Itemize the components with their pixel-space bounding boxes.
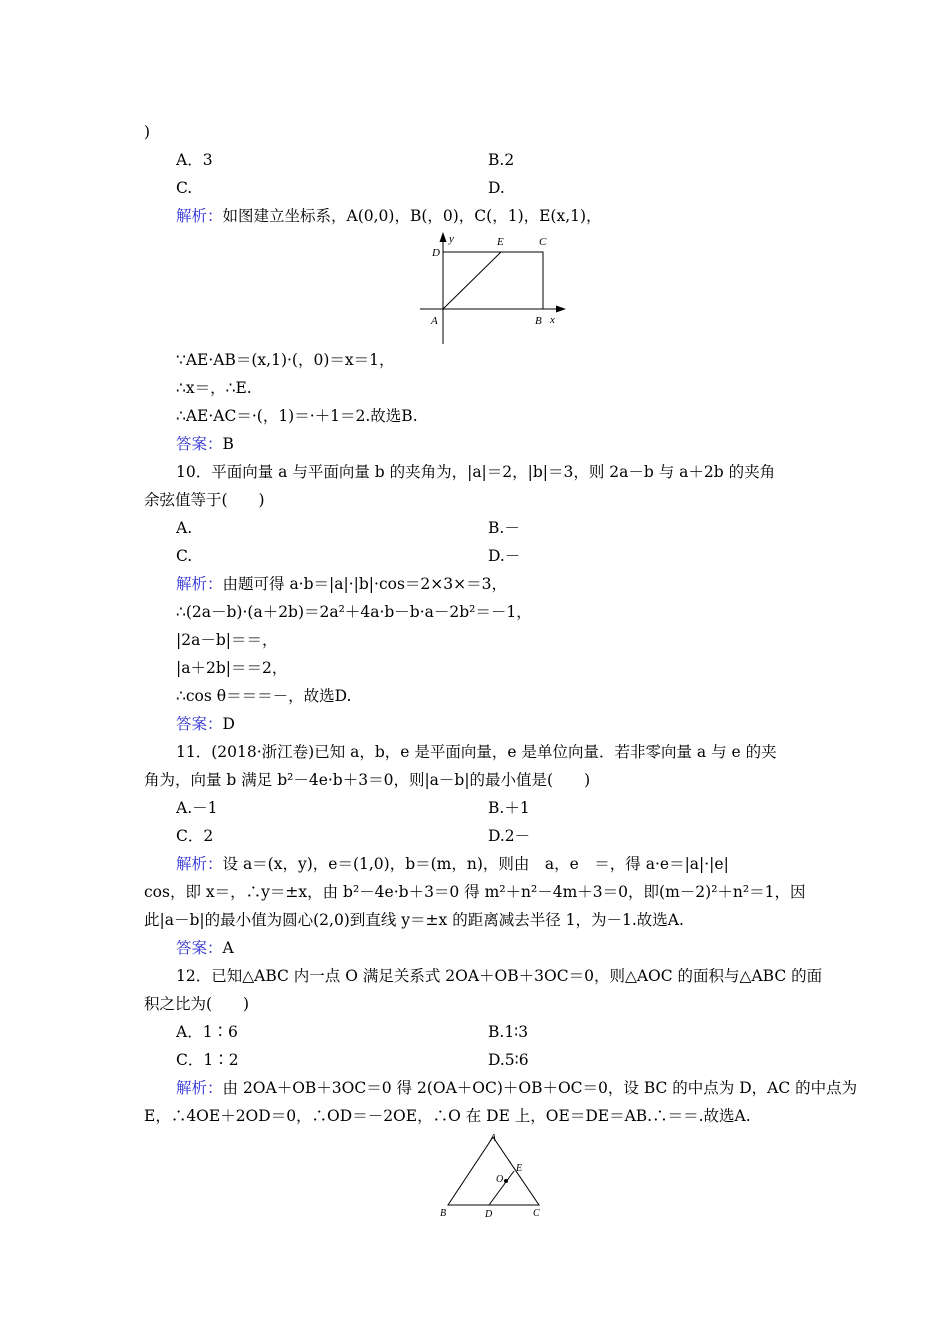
q9-option-c: C. (176, 179, 193, 197)
label-b: B (440, 1208, 447, 1219)
q11-answer (176, 938, 234, 958)
q10-step-2: |2a－b|＝＝， (176, 631, 278, 649)
label-c: C (539, 236, 547, 248)
q11-option-a: A.－1 (176, 799, 218, 817)
q11-stem-line1: 11．(2018·浙江卷)已知 a，b，e 是平面向量，e 是单位向量．若非零向量 a 与 e 的夹 (176, 743, 777, 761)
label-b: B (535, 315, 542, 327)
q10-step-1: ∴(2a－b)·(a＋2b)＝2a²＋4a·b－b·a－2b²＝－1， (176, 603, 532, 621)
label-a: A (490, 1133, 497, 1144)
q10-option-d: D.－ (488, 547, 521, 565)
q10-analysis-line1: 由题可得 a·b＝|a|·|b|·cos＝2×3×＝3， (222, 575, 507, 593)
q9-step-2: ∴x＝，∴E. (176, 379, 252, 397)
q10-option-c: C. (176, 547, 193, 565)
q11-option-c: C．2 (176, 827, 214, 845)
q10-option-a: A. (176, 519, 193, 537)
q9-analysis (176, 206, 602, 226)
label-d: D (485, 1209, 493, 1220)
y-axis-arrow (440, 232, 447, 242)
coordinate-figure (420, 228, 570, 346)
q12-option-a: A．1∶6 (176, 1023, 238, 1041)
label-e: E (516, 1163, 523, 1174)
q11-analysis (176, 854, 729, 874)
q12-option-d: D.5∶6 (488, 1051, 529, 1069)
analysis-tag: 解析： (176, 207, 223, 225)
q10-option-b: B.－ (488, 519, 520, 537)
q10-step-4: ∴cos θ＝＝＝－，故选D. (176, 687, 352, 705)
label-y: y (449, 233, 454, 245)
analysis-tag: 解析： (176, 855, 223, 873)
q9-option-a: A．3 (176, 151, 213, 169)
q10-step-3: |a＋2b|＝＝2， (176, 659, 288, 677)
q9-step-1: ∵AE·AB＝(x,1)·(，0)＝x＝1， (176, 351, 395, 369)
q11-analysis-line2: cos，即 x＝，∴y＝±x，由 b²－4e·b＋3＝0 得 m²＋n²－4m＋3＝0，即(m－2)²＋n²＝1，因 (144, 883, 806, 901)
q12-analysis-line1: 由 2OA＋OB＋3OC＝0 得 2(OA＋OC)＋OB＋OC＝0，设 BC 的中点为 D，AC 的中点为 (222, 1079, 858, 1097)
label-o: O (496, 1174, 504, 1185)
label-c: C (533, 1208, 540, 1219)
q10-answer-value: D (222, 715, 235, 733)
x-axis-arrow (556, 306, 566, 313)
q10-answer (176, 714, 235, 734)
q11-analysis-line1: 设 a＝(x，y)，e＝(1,0)，b＝(m，n)，则由 a，e ＝，得 a·e＝|a|·|e| (222, 855, 729, 873)
q9-answer-value: B (222, 435, 234, 453)
q9-option-b: B.2 (488, 151, 515, 169)
q10-analysis (176, 574, 507, 594)
q9-step-3: ∴AE·AC＝·(，1)＝·＋1＝2.故选B. (176, 407, 418, 425)
answer-tag: 答案： (176, 939, 223, 957)
segment-ae (443, 252, 501, 309)
analysis-tag: 解析： (176, 575, 223, 593)
answer-tag: 答案： (176, 715, 223, 733)
q9-stem-tail: ) (144, 123, 151, 141)
q11-option-d: D.2－ (488, 827, 531, 845)
q12-analysis (176, 1078, 857, 1098)
triangle-figure (436, 1130, 548, 1222)
q12-option-c: C．1∶2 (176, 1051, 239, 1069)
label-x: x (550, 314, 555, 326)
q11-option-b: B.＋1 (488, 799, 530, 817)
label-d: D (432, 247, 440, 259)
q12-option-b: B.1∶3 (488, 1023, 529, 1041)
answer-tag: 答案： (176, 435, 223, 453)
q11-stem-line2: 角为，向量 b 满足 b²－4e·b＋3＝0，则|a－b|的最小值是( ) (144, 771, 591, 789)
q12-stem-line2: 积之比为( ) (144, 995, 250, 1013)
label-e: E (497, 236, 504, 248)
q9-analysis-line1: 如图建立坐标系，A(0,0)，B(，0)，C(，1)，E(x,1)， (222, 207, 602, 225)
label-a: A (431, 315, 438, 327)
q10-stem-line1: 10．平面向量 a 与平面向量 b 的夹角为，|a|＝2，|b|＝3，则 2a－b 与 a＋2b 的夹角 (176, 463, 776, 481)
q10-stem-line2: 余弦值等于( ) (144, 491, 265, 509)
q11-answer-value: A (222, 939, 234, 957)
q9-answer (176, 434, 234, 454)
analysis-tag: 解析： (176, 1079, 223, 1097)
q11-analysis-line3: 此|a－b|的最小值为圆心(2,0)到直线 y＝±x 的距离减去半径 1，为－1.故选A. (144, 911, 684, 929)
q12-stem-line1: 12．已知△ABC 内一点 O 满足关系式 2OA＋OB＋3OC＝0，则△AOC 的面积与△ABC 的面 (176, 967, 823, 985)
triangle-abc (448, 1137, 539, 1205)
q12-analysis-line2: E，∴4OE＋2OD＝0，∴OD＝－2OE，∴O 在 DE 上，OE＝DE＝AB.∴＝＝.故选A. (144, 1107, 751, 1125)
q9-option-d: D. (488, 179, 505, 197)
point-o (504, 1179, 508, 1183)
